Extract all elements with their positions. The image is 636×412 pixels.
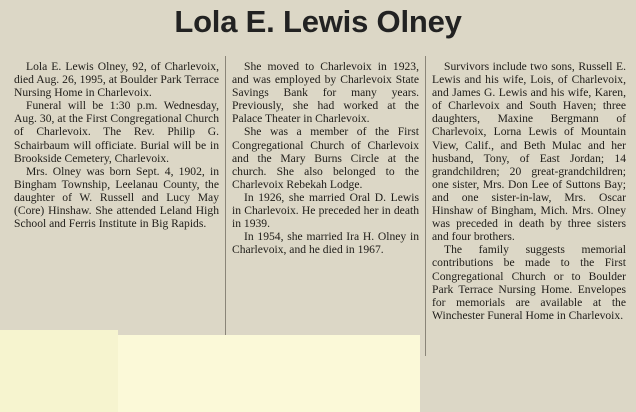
paragraph-memorials: The family suggests memorial contributions be made to the First Congregational Church or to Boulder Park Terrace Nursing Home. Envelopes for memorials are available at the Winchester Funeral Home in Charlevoix. — [432, 243, 626, 322]
column-1 — [14, 60, 219, 230]
column-2 — [232, 60, 419, 256]
column-divider-2 — [425, 56, 426, 356]
paragraph-employment: She moved to Charlevoix in 1923, and was employed by Charlevoix State Savings Bank for many years. Previously, she had worked at the Palace Theater in Charlevoix. — [232, 60, 419, 126]
paragraph-survivors: Survivors include two sons, Russell E. Lewis and his wife, Lois, of Charlevoix, and James G. Lewis and his wife, Karen, of Charlevoix and South Haven; three daughters, Maxine Bergmann of Charlevoix, Lorna Lewis of Mountain View, Calif., and Beth Mulac and her husband, Tony, of East Jordan; 14 grandchildren; 20 great-grandchildren; one sister, Mrs. Don Lee of Suttons Bay; and one sister-in-law, Mrs. Oscar Hinshaw of Bingham, Mich. Mrs. Olney was preceded in death by three sisters and four brothers. — [432, 60, 626, 244]
obituary-headline: Lola E. Lewis Olney — [174, 4, 462, 39]
paragraph-death-notice: Lola E. Lewis Olney, 92, of Charlevoix, died Aug. 26, 1995, at Boulder Park Terrace Nursing Home in Charlevoix. — [14, 60, 219, 100]
adhesive-note-right — [118, 335, 420, 412]
paragraph-first-marriage: In 1926, she married Oral D. Lewis in Charlevoix. He preceded her in death in 1939. — [232, 190, 419, 231]
column-3 — [432, 60, 626, 322]
paragraph-birth: Mrs. Olney was born Sept. 4, 1902, in Bingham Township, Leelanau County, the daughter of W. Russell and Lucy May (Core) Hinshaw. She attended Leland High School and Ferris Institute in Big Rapids. — [14, 164, 219, 231]
paragraph-second-marriage: In 1954, she married Ira H. Olney in Charlevoix, and he died in 1967. — [232, 230, 419, 257]
adhesive-note-left — [0, 330, 118, 412]
paragraph-funeral: Funeral will be 1:30 p.m. Wednesday, Aug. 30, at the First Congregational Church of Charlevoix. The Rev. Philip G. Schairbaum will officiate. Burial will be in Brookside Cemetery, Charlevoix. — [14, 99, 219, 165]
paragraph-membership: She was a member of the First Congregational Church of Charlevoix and the Mary Burns Circle at the church. She also belonged to the Charlevoix Rebekah Lodge. — [232, 125, 419, 191]
column-divider-1 — [225, 56, 226, 356]
